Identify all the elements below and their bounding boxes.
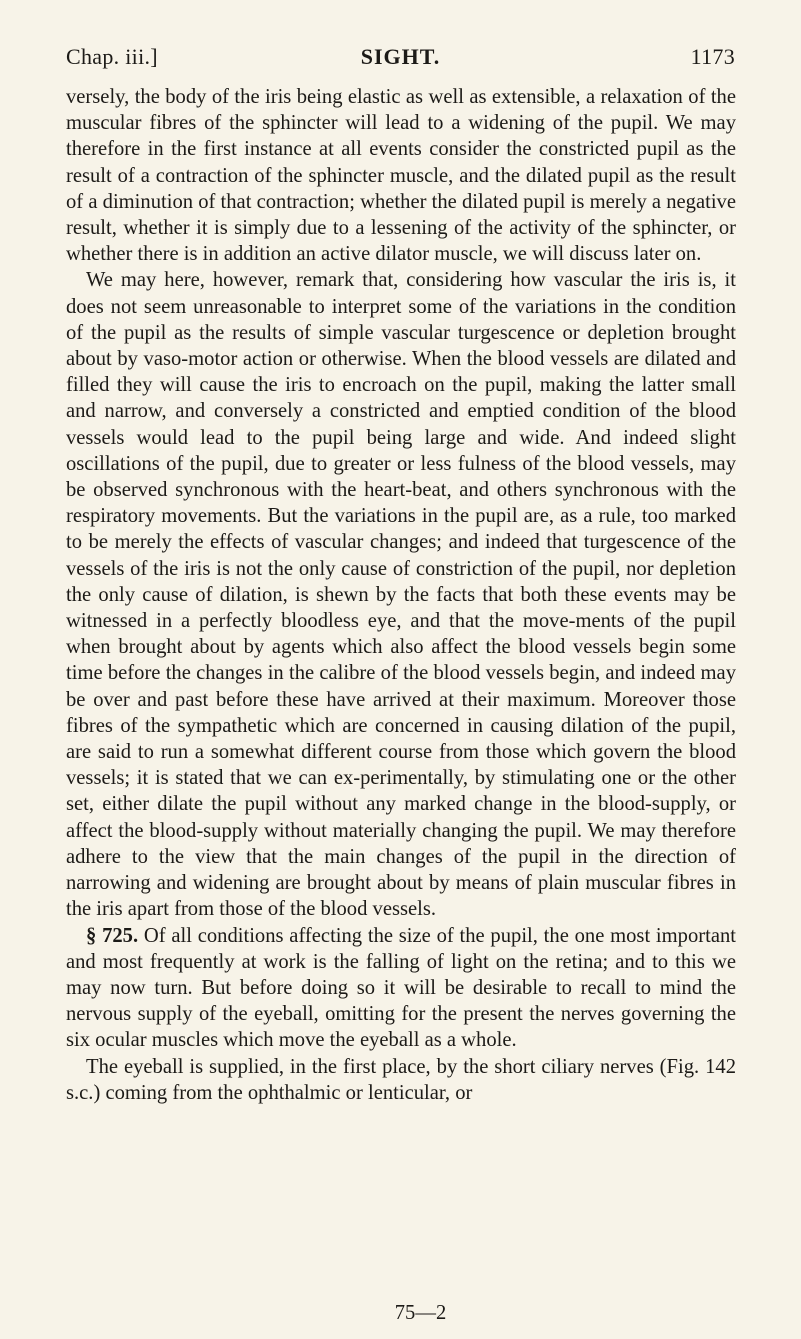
paragraph-3: [66, 923, 736, 1054]
section-number: § 725.: [86, 924, 139, 947]
paragraph-3-text: Of all conditions affecting the size of the pupil, the one most important and most frequently at work is the falling of light on the retina; and to this we may now turn. But before doing so it will be desirable to recall to mind the nervous supply of the eyeball, omitting for the present the nerves governing the six ocular muscles which move the eyeball as a whole.: [66, 924, 736, 1052]
body-text: [66, 84, 736, 1106]
paragraph-4: The eyeball is supplied, in the first place, by the short ciliary nerves (Fig. 142 s.c.) coming from the ophthalmic or lenticular, or: [66, 1055, 736, 1104]
paragraph-1: versely, the body of the iris being elastic as well as extensible, a relaxation of the muscular fibres of the sphincter will lead to a widening of the pupil. We may therefore in the first instance at all events consider the constricted pupil as the result of a contraction of the sphincter muscle, and the dilated pupil as the result of a diminution of that contraction; whether the dilated pupil is merely a negative result, whether it is simply due to a lessening of the activity of the sphincter, or whether there is in addition an active dilator muscle, we will discuss later on.: [66, 86, 736, 266]
page-number: 1173: [690, 44, 735, 69]
running-header: [66, 44, 735, 74]
paragraph-2: We may here, however, remark that, considering how vascular the iris is, it does not seem unreasonable to interpret some of the variations in the condition of the pupil as the results of simple vascular turgescence or depletion brought about by vaso-motor action or otherwise. When the blood vessels are dilated and filled they will cause the iris to encroach on the pupil, making the latter small and narrow, and conversely a constricted and emptied condition of the blood vessels would lead to the pupil being large and wide. And indeed slight oscillations of the pupil, due to greater or less fulness of the blood vessels, may be observed synchronous with the heart-beat, and others synchronous with the respiratory movements. But the variations in the pupil are, as a rule, too marked to be merely the effects of vascular changes; and indeed that turgescence of the vessels of the iris is not the only cause of constriction of the pupil, nor depletion the only cause of dilation, is shewn by the facts that both these events may be witnessed in a perfectly bloodless eye, and that the move-ments of the pupil when brought about by agents which also affect the blood vessels begin some time before the changes in the calibre of the blood vessels begin, and indeed may be over and past before these have arrived at their maximum. Moreover those fibres of the sympathetic which are concerned in causing dilation of the pupil, are said to run a somewhat different course from those which govern the blood vessels; it is stated that we can ex-perimentally, by stimulating one or the other set, either dilate the pupil without any marked change in the blood-supply, or affect the blood-supply without materially changing the pupil. We may therefore adhere to the view that the main changes of the pupil in the direction of narrowing and widening are brought about by means of plain muscular fibres in the iris apart from those of the blood vessels.: [66, 269, 736, 921]
signature-mark: 75—2: [394, 1302, 447, 1324]
chapter-label: Chap. iii.]: [66, 44, 158, 69]
page-title: SIGHT.: [360, 44, 441, 69]
